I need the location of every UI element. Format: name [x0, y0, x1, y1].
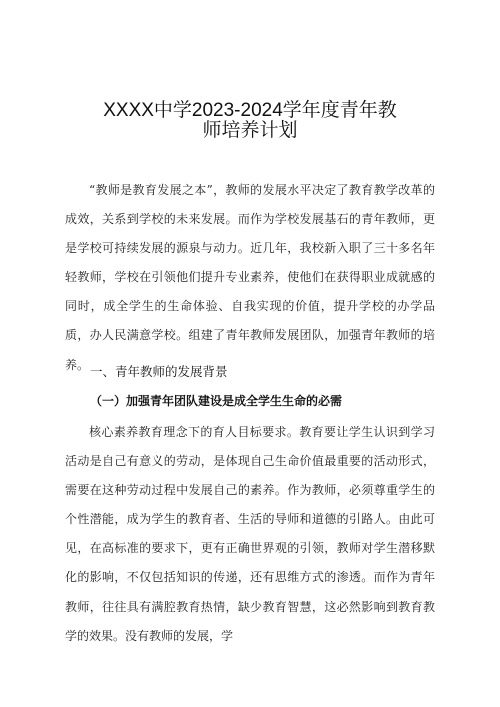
- document-title-line-2: 师培养计划: [202, 120, 298, 141]
- intro-paragraph: “教师是教育发展之本”，教师的发展水平决定了教育教学改革的成效，关系到学校的未来发展。而作为学校发展基石的青年教师，更是学校可持续发展的源泉与动力。近几年，我校新入职了三十多名年轻教师，学校在引领他们提升专业素养，使他们在获得职业成就感的同时，成全学生的生命体验、自我实现的价值，提升学校的办学品质，办人民满意学校。组建了青年教师发展团队，加强青年教师的培养。: [65, 183, 435, 372]
- subsection-1-heading: （一）加强青年团队建设是成全学生生命的必需: [90, 394, 343, 408]
- document-title-line-1: XXXX中学2023-2024学年度青年教: [103, 100, 397, 121]
- subsection-1-paragraph: 核心素养教育理念下的育人目标要求。教育要让学生认识到学习活动是自己有意义的劳动，是体现自己生命价值最重要的活动形式，需要在这种劳动过程中发展自己的素养。作为教师，必须尊重学生的个性潜能，成为学生的教育者、生活的导师和道德的引路人。由此可见，在高标准的要求下，更有正确世界观的引领，教师对学生潜移默化的影响，不仅包括知识的传递，还有思维方式的渗透。而作为青年教师，往往具有满腔教育热情，缺少教育智慧，这必然影响到教育教学的效果。没有教师的发展，学: [65, 425, 435, 643]
- section-1-heading: 一、青年教师的发展背景: [90, 365, 228, 379]
